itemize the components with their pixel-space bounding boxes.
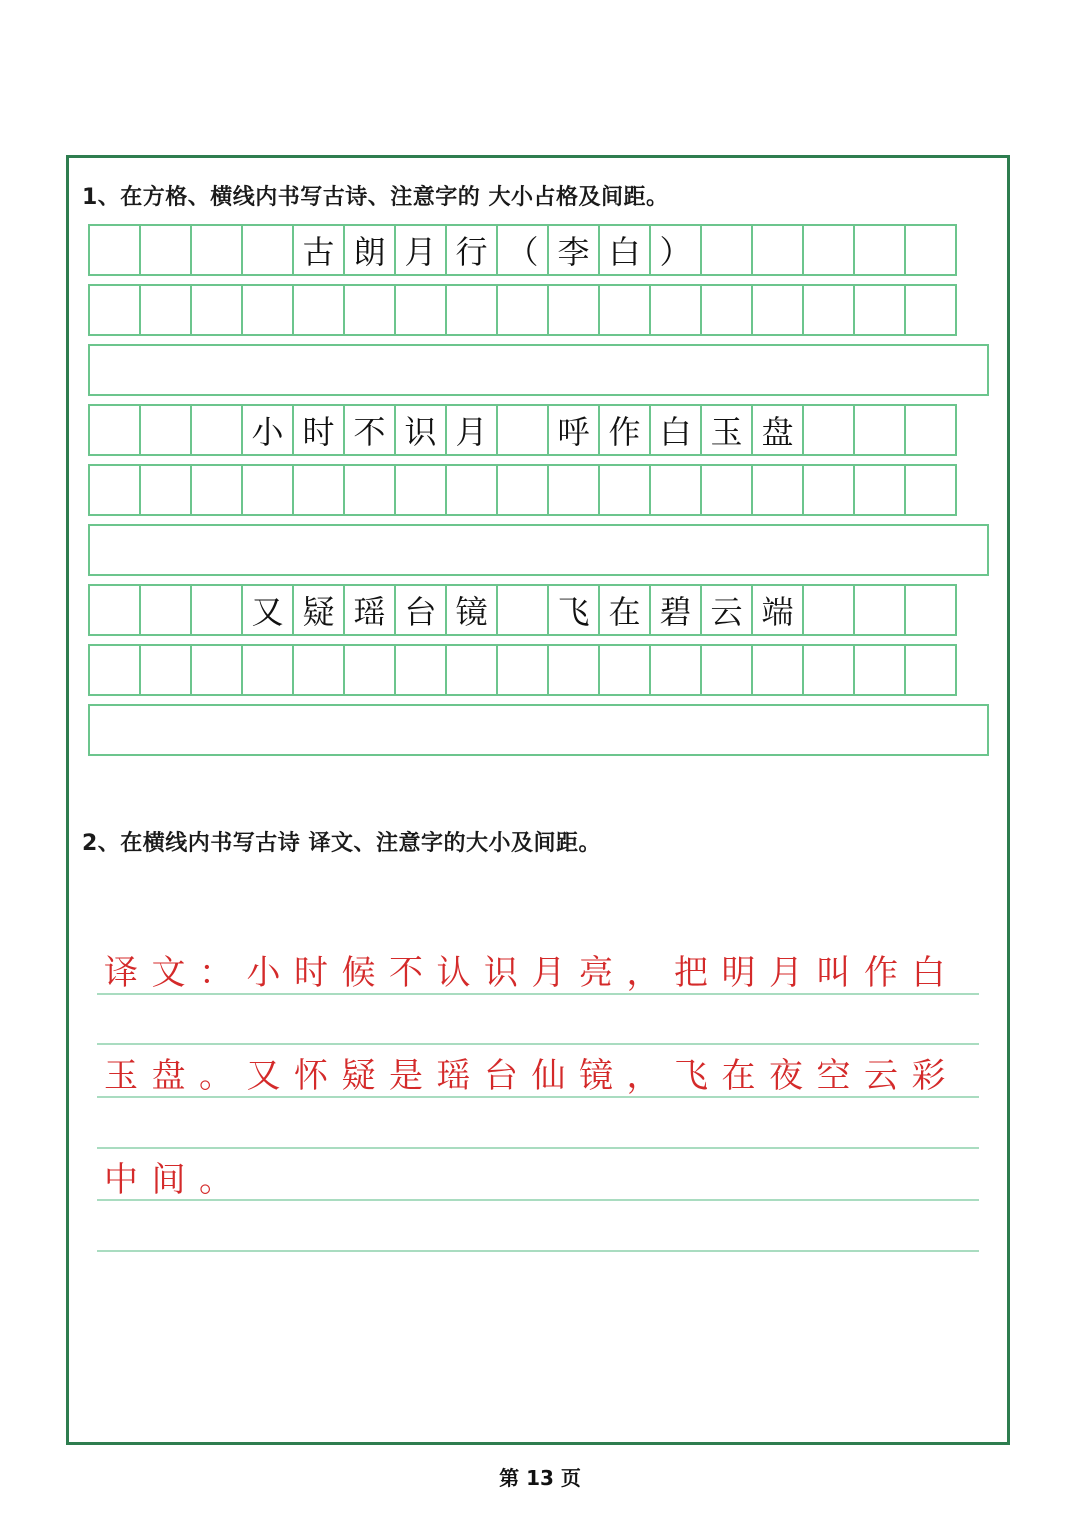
grid-cell: 识	[394, 404, 447, 456]
grid-row-5	[88, 584, 989, 636]
grid-cell	[496, 464, 549, 516]
grid-cell: 在	[598, 584, 651, 636]
grid-cell	[547, 464, 600, 516]
grid-cell	[292, 284, 345, 336]
grid-cell	[496, 584, 549, 636]
grid-cell	[802, 584, 855, 636]
grid-cell	[496, 284, 549, 336]
writing-line-box-1	[88, 344, 989, 396]
grid-cell: 玉	[700, 404, 753, 456]
grid-cell	[139, 404, 192, 456]
grid-cell	[394, 284, 447, 336]
grid-cell	[241, 284, 294, 336]
grid-cell	[394, 464, 447, 516]
grid-cell	[496, 644, 549, 696]
grid-cell	[853, 284, 906, 336]
grid-cell	[598, 644, 651, 696]
grid-cell: 镜	[445, 584, 498, 636]
section2-instruction: 2、在横线内书写古诗 译文、注意字的大小及间距。	[82, 831, 601, 856]
grid-cell	[853, 464, 906, 516]
grid-cell	[751, 284, 804, 336]
grid-row-3	[88, 404, 989, 456]
grid-cell: 古	[292, 224, 345, 276]
grid-cell: （	[496, 224, 549, 276]
grid-cell	[802, 284, 855, 336]
grid-cell	[853, 584, 906, 636]
translation-rule	[97, 1096, 979, 1098]
grid-row-4	[88, 464, 989, 516]
grid-cell	[700, 464, 753, 516]
grid-cell: 台	[394, 584, 447, 636]
grid-cell	[802, 644, 855, 696]
grid-cell	[139, 584, 192, 636]
grid-cell	[598, 284, 651, 336]
grid-cell	[598, 464, 651, 516]
grid-cell	[88, 464, 141, 516]
grid-cell	[547, 644, 600, 696]
grid-cell	[700, 224, 753, 276]
grid-cell	[88, 644, 141, 696]
translation-rule	[97, 1199, 979, 1201]
section1-instruction: 1、在方格、横线内书写古诗、注意字的 大小占格及间距。	[82, 185, 669, 210]
grid-cell: 时	[292, 404, 345, 456]
grid-cell: 朗	[343, 224, 396, 276]
grid-cell	[139, 464, 192, 516]
grid-cell	[190, 644, 243, 696]
grid-cell	[88, 404, 141, 456]
grid-row-6	[88, 644, 989, 696]
grid-cell: 飞	[547, 584, 600, 636]
grid-cell	[343, 464, 396, 516]
grid-cell	[241, 644, 294, 696]
translation-rule	[97, 1250, 979, 1252]
grid-cell	[853, 644, 906, 696]
translation-line-2: 玉盘。又怀疑是瑶台仙镜，飞在夜空云彩	[104, 1056, 959, 1096]
grid-cell: 李	[547, 224, 600, 276]
grid-cell	[904, 284, 957, 336]
grid-cell: 月	[445, 404, 498, 456]
grid-cell: 又	[241, 584, 294, 636]
grid-row-2	[88, 284, 989, 336]
grid-cell	[751, 464, 804, 516]
grid-cell	[394, 644, 447, 696]
grid-cell	[649, 644, 702, 696]
grid-cell: ）	[649, 224, 702, 276]
grid-cell	[547, 284, 600, 336]
grid-cell	[241, 464, 294, 516]
grid-cell: 行	[445, 224, 498, 276]
grid-cell	[751, 224, 804, 276]
translation-rule	[97, 993, 979, 995]
grid-cell	[853, 224, 906, 276]
grid-cell	[88, 284, 141, 336]
grid-cell	[853, 404, 906, 456]
grid-cell: 作	[598, 404, 651, 456]
grid-cell	[904, 224, 957, 276]
grid-cell	[904, 464, 957, 516]
grid-cell	[139, 644, 192, 696]
grid-cell: 小	[241, 404, 294, 456]
grid-cell	[445, 464, 498, 516]
grid-cell	[802, 404, 855, 456]
grid-cell	[904, 644, 957, 696]
grid-cell: 瑶	[343, 584, 396, 636]
grid-cell: 盘	[751, 404, 804, 456]
grid-cell	[700, 284, 753, 336]
writing-line-box-2	[88, 524, 989, 576]
grid-cell: 呼	[547, 404, 600, 456]
grid-cell: 碧	[649, 584, 702, 636]
grid-cell	[190, 464, 243, 516]
grid-cell	[649, 284, 702, 336]
grid-cell	[292, 644, 345, 696]
grid-cell	[139, 284, 192, 336]
grid-cell: 疑	[292, 584, 345, 636]
grid-cell	[190, 404, 243, 456]
grid-cell	[904, 404, 957, 456]
grid-cell	[649, 464, 702, 516]
grid-cell	[190, 224, 243, 276]
grid-cell	[751, 644, 804, 696]
grid-cell: 云	[700, 584, 753, 636]
grid-cell: 白	[649, 404, 702, 456]
grid-cell	[445, 644, 498, 696]
grid-cell	[139, 224, 192, 276]
grid-cell: 不	[343, 404, 396, 456]
grid-cell	[343, 644, 396, 696]
grid-cell	[445, 284, 498, 336]
grid-row-1	[88, 224, 989, 276]
page-number: 第 13 页	[499, 1466, 581, 1490]
translation-line-3: 中间。	[104, 1160, 247, 1200]
grid-cell	[292, 464, 345, 516]
grid-cell: 月	[394, 224, 447, 276]
grid-cell	[343, 284, 396, 336]
grid-cell	[904, 584, 957, 636]
grid-cell: 白	[598, 224, 651, 276]
translation-line-1: 译文：小时候不认识月亮，把明月叫作白	[104, 953, 959, 993]
grid-cell	[190, 284, 243, 336]
grid-cell	[700, 644, 753, 696]
grid-cell	[496, 404, 549, 456]
grid-cell	[190, 584, 243, 636]
grid-cell: 端	[751, 584, 804, 636]
grid-cell	[88, 584, 141, 636]
grid-cell	[802, 464, 855, 516]
grid-cell	[88, 224, 141, 276]
writing-line-box-3	[88, 704, 989, 756]
grid-cell	[241, 224, 294, 276]
grid-cell	[802, 224, 855, 276]
